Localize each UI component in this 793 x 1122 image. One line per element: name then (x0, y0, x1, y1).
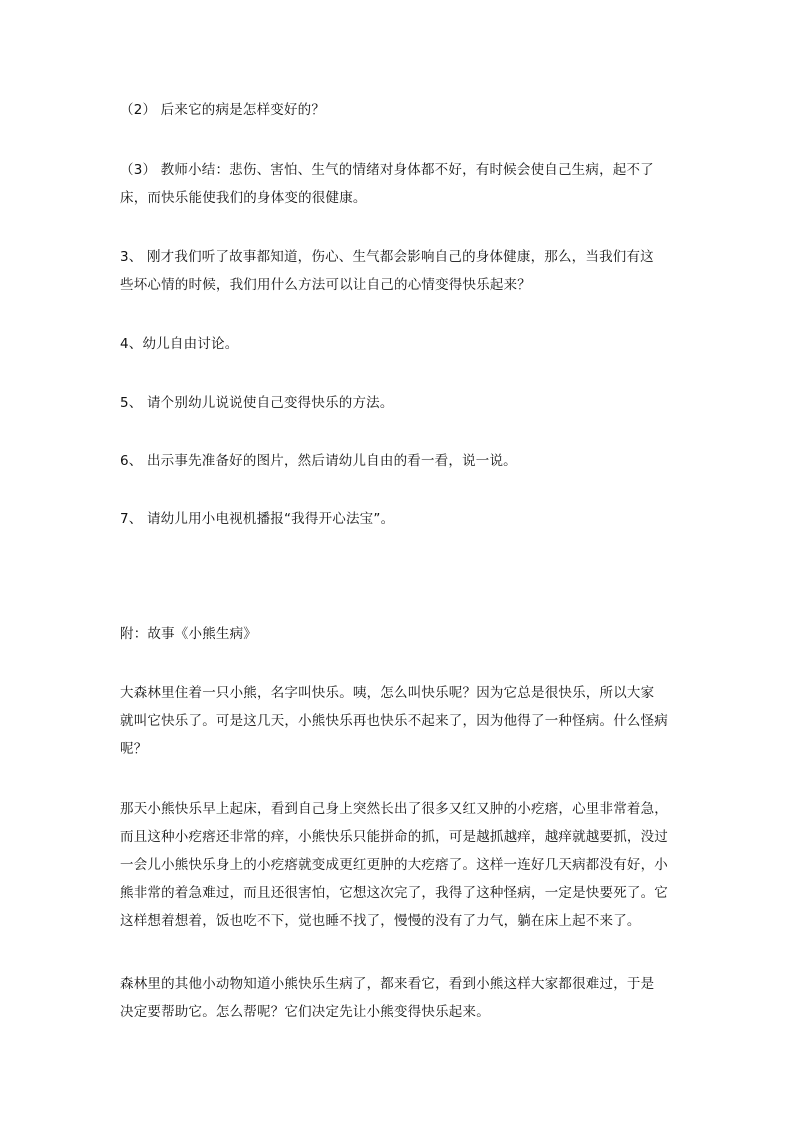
appendix-title: 附：故事《小熊生病》 (120, 626, 257, 642)
text-line: 些坏心情的时候，我们用什么方法可以让自己的心情变得快乐起来？ (120, 277, 531, 293)
step-7: 7、 请幼儿用小电视机播报“我得开心法宝”。 (120, 511, 395, 527)
story-paragraph-1 (120, 679, 680, 763)
text-line: 森林里的其他小动物知道小熊快乐生病了，都来看它，看到小熊这样大家都很难过，于是 (120, 976, 655, 992)
story-paragraph-3 (120, 970, 680, 1026)
question-2: （2） 后来它的病是怎样变好的？ (120, 102, 326, 118)
text-line: 呢？ (120, 741, 148, 757)
text-line: 这样想着想着，饭也吃不下，觉也睡不找了，慢慢的没有了力气，躺在床上起不来了。 (120, 913, 641, 929)
text-line: 一会儿小熊快乐身上的小疙瘩就变成更红更肿的大疙瘩了。这样一连好几天病都没有好，小 (120, 857, 668, 873)
question-3-teacher-summary (120, 156, 680, 212)
step-4: 4、幼儿自由讨论。 (120, 336, 239, 352)
text-line: 而且这种小疙瘩还非常的痒，小熊快乐只能拼命的抓，可是越抓越痒，越痒就越要抓，没过 (120, 829, 668, 845)
story-paragraph-2 (120, 795, 680, 935)
text-line: （3） 教师小结：悲伤、害怕、生气的情绪对身体都不好，有时候会使自己生病，起不了 (120, 162, 654, 178)
text-line: 3、 刚才我们听了故事都知道，伤心、生气都会影响自己的身体健康，那么，当我们有这 (120, 249, 654, 265)
step-3 (120, 243, 680, 299)
text-line: 熊非常的着急难过，而且还很害怕，它想这次完了，我得了这种怪病，一定是快要死了。它 (120, 885, 668, 901)
text-line: 就叫它快乐了。可是这几天，小熊快乐再也快乐不起来了，因为他得了一种怪病。什么怪病 (120, 713, 668, 729)
text-line: 那天小熊快乐早上起床，看到自己身上突然长出了很多又红又肿的小疙瘩，心里非常着急， (120, 801, 668, 817)
text-line: 决定要帮助它。怎么帮呢？它们决定先让小熊变得快乐起来。 (120, 1004, 490, 1020)
text-line: 大森林里住着一只小熊，名字叫快乐。咦，怎么叫快乐呢？因为它总是很快乐，所以大家 (120, 685, 655, 701)
text-line: 床，而快乐能使我们的身体变的很健康。 (120, 190, 367, 206)
step-6: 6、 出示事先准备好的图片，然后请幼儿自由的看一看，说一说。 (120, 453, 517, 469)
step-5: 5、 请个别幼儿说说使自己变得快乐的方法。 (120, 395, 394, 411)
